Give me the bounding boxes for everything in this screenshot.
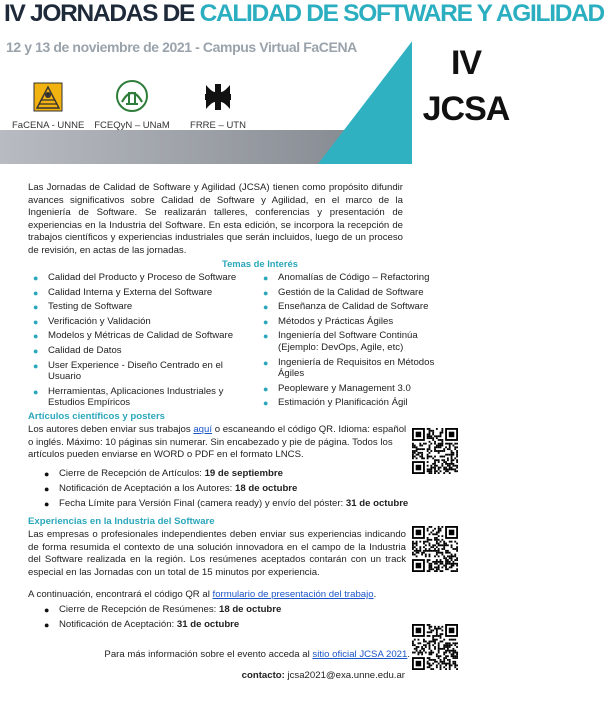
official-site-link[interactable]: sitio oficial JCSA 2021	[312, 649, 408, 660]
list-item: ● Métodos y Prácticas Ágiles	[263, 315, 394, 327]
list-item: ● Fecha Límite para Versión Final (camera ready) y envío del póster: 31 de octubre	[44, 498, 409, 509]
contact-line	[150, 670, 405, 683]
list-item: ● Enseñanza de Calidad de Software	[263, 301, 429, 313]
qr-code-icon	[412, 526, 458, 572]
topics-left-list	[28, 272, 256, 412]
industry-section-title: Experiencias en la Industria del Software	[28, 516, 215, 527]
qr-code-icon	[412, 624, 458, 670]
event-subtitle: 12 y 13 de noviembre de 2021 - Campus Virtual FaCENA	[6, 39, 357, 55]
bullet-icon: ●	[44, 484, 50, 494]
bullet-icon: ●	[263, 383, 269, 394]
logo-fceqyn	[92, 80, 172, 131]
contact-email[interactable]: jcsa2021@exa.unne.edu.ar	[287, 670, 405, 681]
list-item: ● Gestión de la Calidad de Software	[263, 286, 424, 298]
intro-paragraph: Las Jornadas de Calidad de Software y Agilidad (JCSA) tienen como propósito difundir avances significativos sobre Calidad de Software y Agilidad, en el marco de la Ingeniería de Software. Se realizarán talleres, conferencias y presentación de experiencias en la Industria del Software. En esta edición, se incorpora la recepción de trabajos científicos y experiencias industriales que serán incluidos, luego de un proceso de revisión, en actas de las jornadas.	[28, 182, 403, 256]
bullet-icon: ●	[44, 469, 50, 479]
bullet-icon: ●	[263, 273, 269, 283]
industry-paragraph: Las empresas o profesionales independientes deben enviar sus experiencias indicando de forma resumida el contexto de una solución innovadora en el campo de la Industria del Software realizada en la región. Los resúmenes aceptados contarán con un track especial en las Jornadas con un total de 15 minutos por experiencia.	[28, 529, 406, 578]
list-item: ● Modelos y Métricas de Calidad de Software	[33, 330, 234, 342]
articles-dates-list	[44, 468, 408, 513]
title-part-1: IV JORNADAS DE	[4, 0, 200, 27]
list-item: ● Cierre de Recepción de Resúmenes: 18 de octubre	[44, 604, 282, 615]
list-item: ● Notificación de Aceptación a los Autores: 18 de octubre	[44, 483, 298, 494]
title-part-2: CALIDAD DE SOFTWARE Y AGILIDAD	[199, 0, 604, 27]
bullet-icon: ●	[33, 302, 39, 313]
bullet-icon: ●	[263, 287, 269, 298]
logo-utn-caption: FRRE – UTN	[190, 120, 246, 131]
logo-fceqyn-caption: FCEQyN – UNaM	[94, 120, 170, 131]
bullet-icon: ●	[33, 345, 39, 356]
bullet-icon: ●	[33, 273, 39, 283]
bullet-icon: ●	[44, 605, 50, 615]
bullet-icon: ●	[263, 357, 269, 368]
website-qr-code[interactable]	[412, 624, 458, 670]
bullet-icon: ●	[33, 316, 39, 327]
header-accent-triangle	[318, 40, 413, 164]
qr-code-icon	[412, 428, 458, 474]
list-item: ● Calidad del Producto y Proceso de Software	[33, 272, 237, 283]
bullet-icon: ●	[263, 398, 269, 409]
list-item: ● Anomalías de Código – Refactoring	[263, 272, 430, 283]
list-item: ● Testing de Software	[33, 301, 133, 313]
list-item: ● Ingeniería del Software Continúa (Ejemplo: DevOps, Agile, etc)	[263, 330, 418, 353]
badge-line-2: JCSA	[422, 90, 510, 128]
bullet-icon: ●	[33, 360, 39, 371]
logo-facena-caption: FaCENA - UNNE	[12, 120, 85, 131]
logo-utn	[182, 82, 254, 131]
bullet-icon: ●	[263, 302, 269, 313]
articles-section-title: Artículos científicos y posters	[28, 411, 166, 422]
fceqyn-logo-icon	[116, 80, 148, 112]
articles-paragraph: Los autores deben enviar sus trabajos aquí o escaneando el código QR. Idioma: español o inglés. Máximo: 10 páginas sin numerar. Sin encabezado y pie de página. Todos los artículos pueden enviarse en WORD o PDF en el formato LNCS.	[28, 424, 407, 461]
badge-line-1: IV	[450, 44, 482, 82]
submission-form-link[interactable]: formulario de presentación del trabajo	[212, 589, 374, 600]
bullet-icon: ●	[33, 287, 39, 298]
facena-logo-icon	[33, 82, 63, 112]
list-item: ● Herramientas, Aplicaciones Industriales y Estudios Empíricos	[33, 385, 224, 409]
list-item: ● Calidad Interna y Externa del Software	[33, 286, 213, 298]
bullet-icon: ●	[263, 331, 269, 342]
jcsa-badge	[412, 30, 520, 164]
more-info-line: Para más información sobre el evento acceda al sitio oficial JCSA 2021.	[104, 649, 410, 660]
bullet-icon: ●	[33, 386, 39, 397]
articles-qr-code[interactable]	[412, 428, 458, 474]
list-item: ● Ingeniería de Requisitos en Métodos Ágiles	[263, 356, 435, 380]
header-banner	[0, 0, 604, 165]
bullet-icon: ●	[44, 499, 50, 509]
page-title	[4, 0, 604, 28]
list-item: ● User Experience - Diseño Centrado en el Usuario	[33, 359, 223, 383]
list-item: ● Cierre de Recepción de Artículos: 19 de septiembre	[44, 468, 283, 479]
articles-submit-link[interactable]: aquí	[193, 424, 213, 435]
bullet-icon: ●	[33, 331, 39, 342]
bullet-icon: ●	[263, 316, 269, 327]
utn-logo-icon	[203, 82, 233, 112]
topics-right-list	[258, 272, 458, 412]
topics-title: Temas de Interés	[222, 258, 298, 269]
industry-qr-paragraph: A continuación, encontrará el código QR al formulario de presentación del trabajo.	[28, 589, 377, 600]
list-item: ● Estimación y Planificación Ágil	[263, 397, 408, 409]
logo-facena	[12, 82, 84, 131]
list-item: ● Peopleware y Management 3.0	[263, 382, 411, 394]
list-item: ● Notificación de Aceptación: 31 de octubre	[44, 619, 240, 630]
industry-qr-code[interactable]	[412, 526, 458, 572]
contact-label: contacto:	[241, 670, 285, 681]
list-item: ● Verificación y Validación	[33, 315, 151, 327]
bullet-icon: ●	[44, 620, 50, 630]
list-item: ● Calidad de Datos	[33, 344, 122, 356]
industry-dates-list	[44, 604, 281, 634]
